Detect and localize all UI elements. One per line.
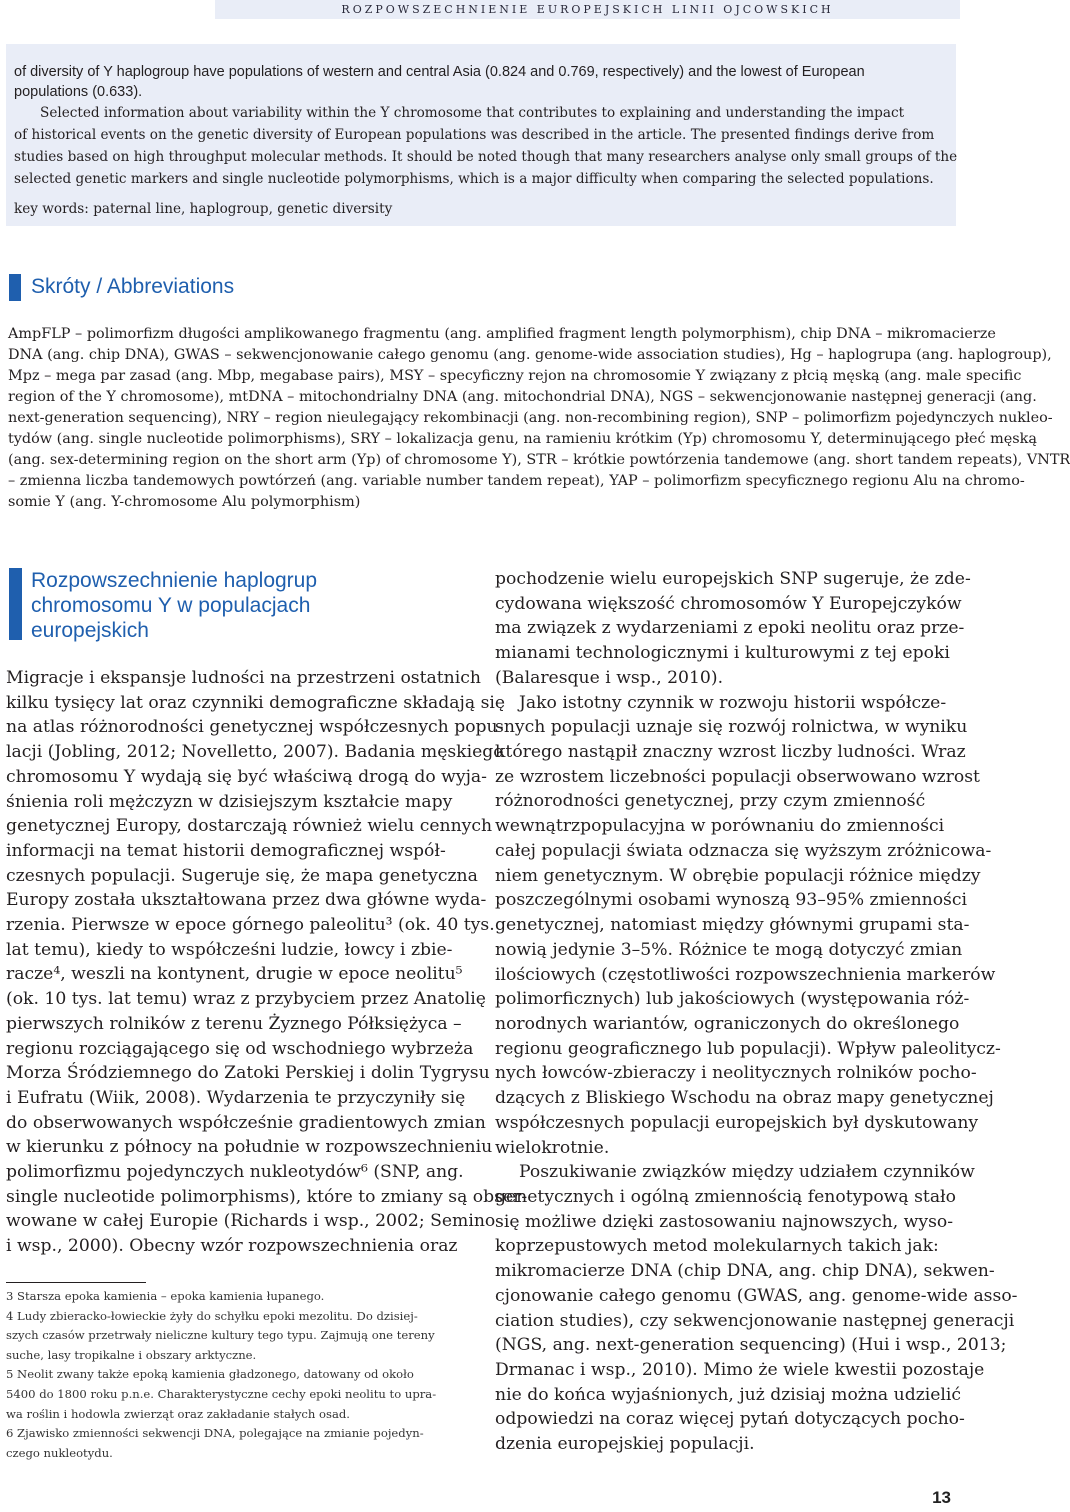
paragraph-line: (Balaresque i wsp., 2010). <box>495 667 724 688</box>
abstract-box <box>6 44 956 226</box>
paragraph-line: na atlas różnorodności genetycznej współczesnych popu- <box>6 717 504 738</box>
footnote-line: czego nukleotydu. <box>6 1445 113 1460</box>
paragraph-line: mianami technologicznymi i kulturowymi z tej epoki <box>495 643 950 664</box>
keywords-label: key words: <box>14 201 89 217</box>
footnote-line: 6 Zjawisko zmienności sekwencji DNA, polegające na zmianie pojedyn- <box>6 1426 424 1441</box>
paragraph-line: Morza Śródziemnego do Zatoki Perskiej i dolin Tygrysu <box>6 1063 490 1084</box>
keywords <box>14 201 392 217</box>
paragraph-line: kilku tysięcy lat oraz czynniki demograficzne składają się <box>6 692 506 713</box>
paragraph-line: którego nastąpił znaczny wzrost liczby ludności. Wraz <box>495 742 966 763</box>
paragraph-line: nowią jedynie 3–5%. Różnice te mogą dotyczyć zmian <box>495 939 963 960</box>
paragraph-line: single nucleotide polimorphisms), które to zmiany są obser- <box>6 1186 528 1207</box>
paragraph-line: polimorfizmu pojedynczych nukleotydów⁶ (SNP, ang. <box>6 1162 464 1182</box>
paragraph-line: się możliwe dzięki zastosowaniu najnowszych, wyso- <box>495 1211 954 1232</box>
footnote-line: suche, lasy tropikalne i obszary arktyczne. <box>6 1347 257 1362</box>
abstract-line: of diversity of Y haplogroup have populations of western and central Asia (0.824 and 0.769, respectively) and the lowest of European <box>14 64 865 80</box>
section-marker <box>9 568 22 640</box>
paragraph-line: w kierunku z północy na południe w rozpowszechnieniu <box>6 1137 493 1158</box>
paragraph-line: lacji (Jobling, 2012; Novelletto, 2007). Badania męskiego <box>6 742 504 763</box>
abbreviation-line: (ang. sex-determining region on the short arm (Yp) of chromosome Y), STR – krótkie powtórzenia tandemowe (ang. short tandem repeats), VNTR <box>8 452 1070 468</box>
paragraph-line: całej populacji świata odznacza się wyższym zróżnicowa- <box>495 840 992 861</box>
paragraph-line: genetycznej Europy, dostarczają również wielu cennych <box>6 816 493 837</box>
footnote-line: 4 Ludy zbieracko-łowieckie żyły do schyłku epoki mezolitu. Do dzisiej- <box>6 1308 418 1323</box>
abstract-line: of historical events on the genetic diversity of European populations was described in the article. The presented findings derive from <box>14 127 935 143</box>
abbreviation-line: next-generation sequencing), NRY – region nieulegający rekombinacji (ang. non-recombining region), SNP – polimorfizm pojedynczych nukleo- <box>8 410 1053 426</box>
paragraph-line: pochodzenie wielu europejskich SNP sugeruje, że zde- <box>495 569 971 589</box>
paragraph-line: koprzepustowych metod molekularnych takich jak: <box>495 1236 939 1257</box>
paragraph-line: wewnątrzpopulacyjna w porównaniu do zmienności <box>495 816 945 837</box>
abbreviation-line: somie Y (ang. Y-chromosome Alu polymorphism) <box>8 494 361 510</box>
section-heading-line: chromosomu Y w populacjach <box>31 594 311 617</box>
paragraph-line: snych populacji uznaje się rozwój rolnictwa, w wyniku <box>495 717 968 738</box>
paragraph-line: regionu geograficznego lub populacji). Wpływ paleolitycz- <box>495 1038 1001 1059</box>
paragraph-line: śnienia roli mężczyzn w dzisiejszym kształcie mapy <box>6 791 453 812</box>
abbreviation-line: DNA (ang. chip DNA), GWAS – sekwencjonowanie całego genomu (ang. genome-wide association studies), Hg – haplogrupa (ang. haplogroup), <box>8 347 1052 363</box>
paragraph-line: wowane w całej Europie (Richards i wsp., 2002; Semino <box>6 1211 496 1232</box>
abstract-line: Selected information about variability within the Y chromosome that contributes to explaining and understanding the impact <box>40 105 905 121</box>
paragraph-line: dzenia europejskiej populacji. <box>495 1434 755 1455</box>
paragraph-line: chromosomu Y wydają się być właściwą drogą do wyja- <box>6 766 487 787</box>
paragraph-line: ma związek z wydarzeniami z epoki neolitu oraz prze- <box>495 618 965 639</box>
paragraph-line: niem genetycznym. W obrębie populacji różnice między <box>495 865 981 886</box>
footnote-line: szych czasów przetrwały nieliczne kultury tego typu. Zajmują one tereny <box>6 1328 435 1343</box>
paragraph-line: odpowiedzi na coraz więcej pytań dotyczących pocho- <box>495 1409 965 1430</box>
abbreviation-line: tydów (ang. single nucleotide polimorphisms), SRY – lokalizacja genu, na ramieniu krótkim (Yp) chromosomu Y, determinującego płeć męską <box>8 431 1037 447</box>
paragraph-line: różnorodności genetycznej, przy czym zmienność <box>495 791 926 812</box>
abbreviation-line: Mpz – mega par zasad (ang. Mbp, megabase pairs), MSY – specyficzny rejon na chromosomie Y związany z płcią męską (ang. male specific <box>8 368 1022 384</box>
abstract-line: selected genetic markers and single nucleotide polymorphisms, which is a major difficulty when comparing the selected populations. <box>14 171 934 187</box>
section-heading-line: Rozpowszechnienie haplogrup <box>31 569 318 592</box>
page-number: 13 <box>932 1488 951 1507</box>
paragraph-line: lat temu), kiedy to współcześni ludzie, łowcy i zbie- <box>6 939 453 960</box>
running-header: ROZPOWSZECHNIENIE EUROPEJSKICH LINII OJCOWSKICH <box>215 0 960 19</box>
paragraph-line: czesnych populacji. Sugeruje się, że mapa genetyczna <box>6 865 478 886</box>
abbreviations-title: Skróty / Abbreviations <box>31 275 235 298</box>
paragraph-line: Drmanac i wsp., 2010). Mimo że wiele kwestii pozostaje <box>495 1360 985 1381</box>
paragraph-line: Jako istotny czynnik w rozwoju historii współcze- <box>519 692 947 713</box>
abbreviation-line: AmpFLP – polimorfizm długości amplikowanego fragmentu (ang. amplified fragment length polymorphism), chip DNA – mikromacierze <box>8 326 996 342</box>
paragraph-line: racze⁴, weszli na kontynent, drugie w epoce neolitu⁵ <box>6 964 463 985</box>
paragraph-line: Migracje i ekspansje ludności na przestrzeni ostatnich <box>6 668 481 688</box>
paragraph-line: (NGS, ang. next-generation sequencing) (Hui i wsp., 2013; <box>495 1335 1007 1356</box>
paragraph-line: regionu rozciągającego się od wschodniego wybrzeża <box>6 1038 474 1059</box>
abstract-line: studies based on high throughput molecular methods. It should be noted though that many researchers analyse only small groups of the <box>14 149 958 165</box>
paragraph-line: ze wzrostem liczebności populacji obserwowano wzrost <box>495 766 980 787</box>
footnote-line: wa roślin i hodowla zwierząt oraz zakładanie stałych osad. <box>6 1406 350 1421</box>
paragraph-line: wielokrotnie. <box>495 1137 610 1158</box>
section-heading <box>31 568 317 643</box>
paragraph-line: informacji na temat historii demograficznej współ- <box>6 840 446 861</box>
paragraph-line: cydowana większość chromosomów Y Europejczyków <box>495 593 962 614</box>
paragraph-line: Poszukiwanie związków między udziałem czynników <box>519 1162 975 1183</box>
paragraph-line: genetycznej, natomiast między głównymi grupami sta- <box>495 915 970 936</box>
paragraph-line: rzenia. Pierwsze w epoce górnego paleolitu³ (ok. 40 tys. <box>6 915 495 935</box>
abstract-line: populations (0.633). <box>14 84 143 100</box>
footnote-line: 5400 do 1800 roku p.n.e. Charakterystyczne cechy epoki neolitu to upra- <box>6 1387 437 1401</box>
paragraph-line: (ok. 10 tys. lat temu) wraz z przybyciem przez Anatolię <box>6 989 486 1010</box>
footnote-rule <box>6 1282 146 1283</box>
paragraph-line: cjonowanie całego genomu (GWAS, ang. genome-wide asso- <box>495 1285 1018 1306</box>
paragraph-line: nych łowców-zbieraczy i neolitycznych rolników pocho- <box>495 1063 977 1084</box>
paragraph-line: genetycznych i ogólną zmiennością fenotypową stało <box>495 1187 956 1207</box>
abbreviations-marker <box>9 274 21 301</box>
paragraph-line: poszczególnymi osobami wynoszą 93–95% zmienności <box>495 890 967 911</box>
paragraph-line: Europy została ukształtowana przez dwa główne wyda- <box>6 890 487 911</box>
paragraph-line: do obserwowanych współcześnie gradientowych zmian <box>6 1112 486 1133</box>
paragraph-line: polimorficznych) lub jakościowych (występowania róż- <box>495 989 970 1010</box>
footnote-line: 3 Starsza epoka kamienia – epoka kamienia łupanego. <box>6 1289 325 1303</box>
paragraph-line: nie do końca wyjaśnionych, już dzisiaj można udzielić <box>495 1384 962 1405</box>
keywords-value: paternal line, haplogroup, genetic diversity <box>93 201 393 217</box>
paragraph-line: i wsp., 2000). Obecny wzór rozpowszechnienia oraz <box>6 1236 458 1257</box>
paragraph-line: pierwszych rolników z terenu Żyznego Półksiężyca – <box>6 1013 462 1034</box>
paragraph-line: i Eufratu (Wiik, 2008). Wydarzenia te przyczyniły się <box>6 1087 466 1108</box>
paragraph-line: norodnych wariantów, ograniczonych do określonego <box>495 1013 960 1034</box>
paragraph-line: dzących z Bliskiego Wschodu na obraz mapy genetycznej <box>495 1088 994 1109</box>
paragraph-line: współczesnych populacji europejskich był dyskutowany <box>495 1112 979 1133</box>
paragraph-line: ciation studies), czy sekwencjonowanie następnej generacji <box>495 1310 1015 1331</box>
paragraph-line: mikromacierze DNA (chip DNA, ang. chip DNA), sekwen- <box>495 1261 995 1282</box>
paragraph-line: ilościowych (częstotliwości rozpowszechnienia markerów <box>495 964 996 985</box>
abbreviation-line: – zmienna liczba tandemowych powtórzeń (ang. variable number tandem repeat), YAP – polimorfizm specyficznego regionu Alu na chromo- <box>8 473 1025 489</box>
footnote-line: 5 Neolit zwany także epoką kamienia gładzonego, datowany od około <box>6 1367 414 1382</box>
section-heading-line: europejskich <box>31 619 149 642</box>
abbreviation-line: region of the Y chromosome), mtDNA – mitochondrialny DNA (ang. mitochondrial DNA), NGS – sekwencjonowanie następnej generacji (ang. <box>8 389 1037 405</box>
